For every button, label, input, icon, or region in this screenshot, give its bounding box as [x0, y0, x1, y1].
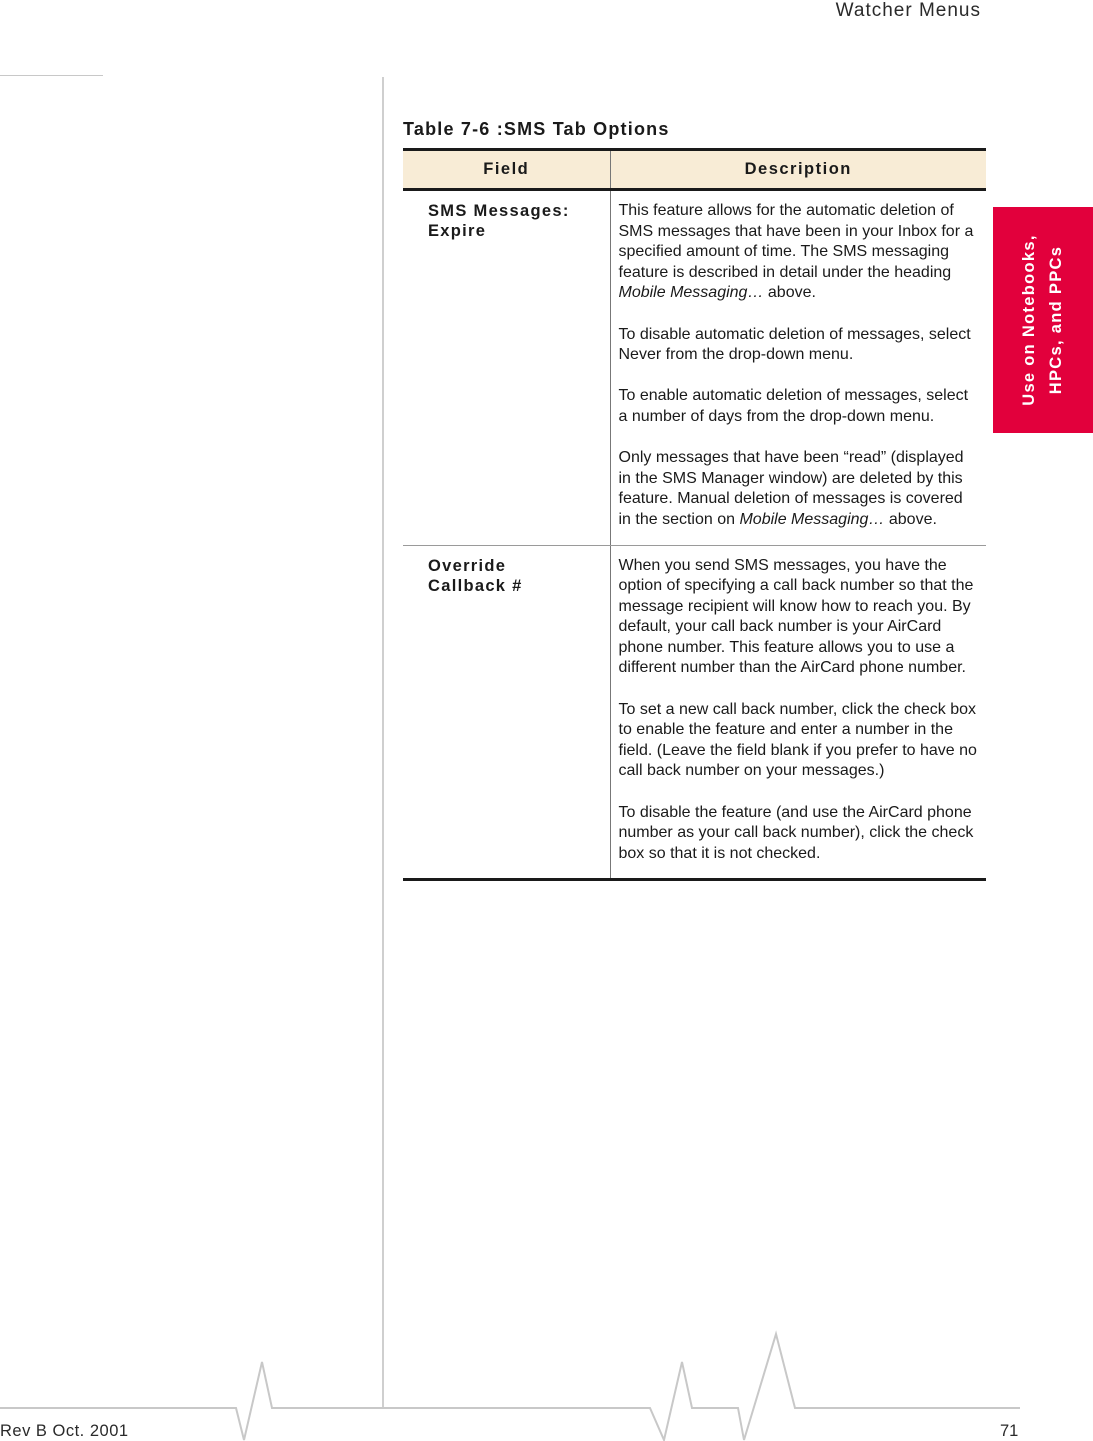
pulse-line: [0, 1334, 1020, 1440]
field-name-line-2: Callback #: [428, 576, 523, 595]
column-header-field: Field: [403, 150, 610, 190]
cross-reference: Mobile Messaging…: [618, 284, 764, 302]
description-text: above.: [763, 284, 816, 302]
description-text: This feature allows for the automatic deletion of SMS messages that have been in your Inbox for a specified amount of time. The SMS messaging feature is described in detail under the heading: [618, 202, 974, 281]
description-paragraph: To disable the feature (and use the AirCard phone number as your call back number), click the check box so that it is not checked.: [618, 803, 974, 862]
column-header-description: Description: [610, 150, 986, 190]
running-header: Watcher Menus: [835, 0, 981, 21]
field-name-line-1: SMS Messages:: [428, 202, 570, 220]
page-number: 71: [1000, 1422, 1019, 1440]
section-thumb-tab-line-2: HPCs, and PPCs: [1047, 245, 1066, 395]
description-text: Only messages that have been “read” (displayed in the SMS Manager window) are deleted by this feature. Manual deletion of messages is covered in the section on: [618, 449, 964, 528]
description-paragraph: To disable automatic deletion of messages, select Never from the drop-down menu.: [618, 325, 971, 364]
description-paragraph: To set a new call back number, click the check box to enable the feature and enter a number in the field. (Leave the field blank if you prefer to have no call back number on your messages.): [618, 700, 977, 780]
description-paragraph: When you send SMS messages, you have the option of specifying a call back number so that the message recipient will know how to reach you. By default, your call back number is your AirCard phone number. This feature allows you to use a different number than the AirCard phone number.: [618, 556, 974, 677]
footer-revision: Rev B Oct. 2001: [0, 1422, 129, 1440]
cross-reference: Mobile Messaging…: [739, 510, 885, 528]
field-name-line-2: Expire: [428, 222, 487, 240]
description-paragraph: To enable automatic deletion of messages, select a number of days from the drop-down menu.: [618, 387, 969, 425]
table-caption: Table 7-6 :SMS Tab Options: [403, 119, 670, 139]
description-text: above.: [884, 510, 937, 528]
section-thumb-tab-line-1: Use on Notebooks,: [1020, 234, 1039, 406]
field-name-line-1: Override: [428, 556, 507, 575]
